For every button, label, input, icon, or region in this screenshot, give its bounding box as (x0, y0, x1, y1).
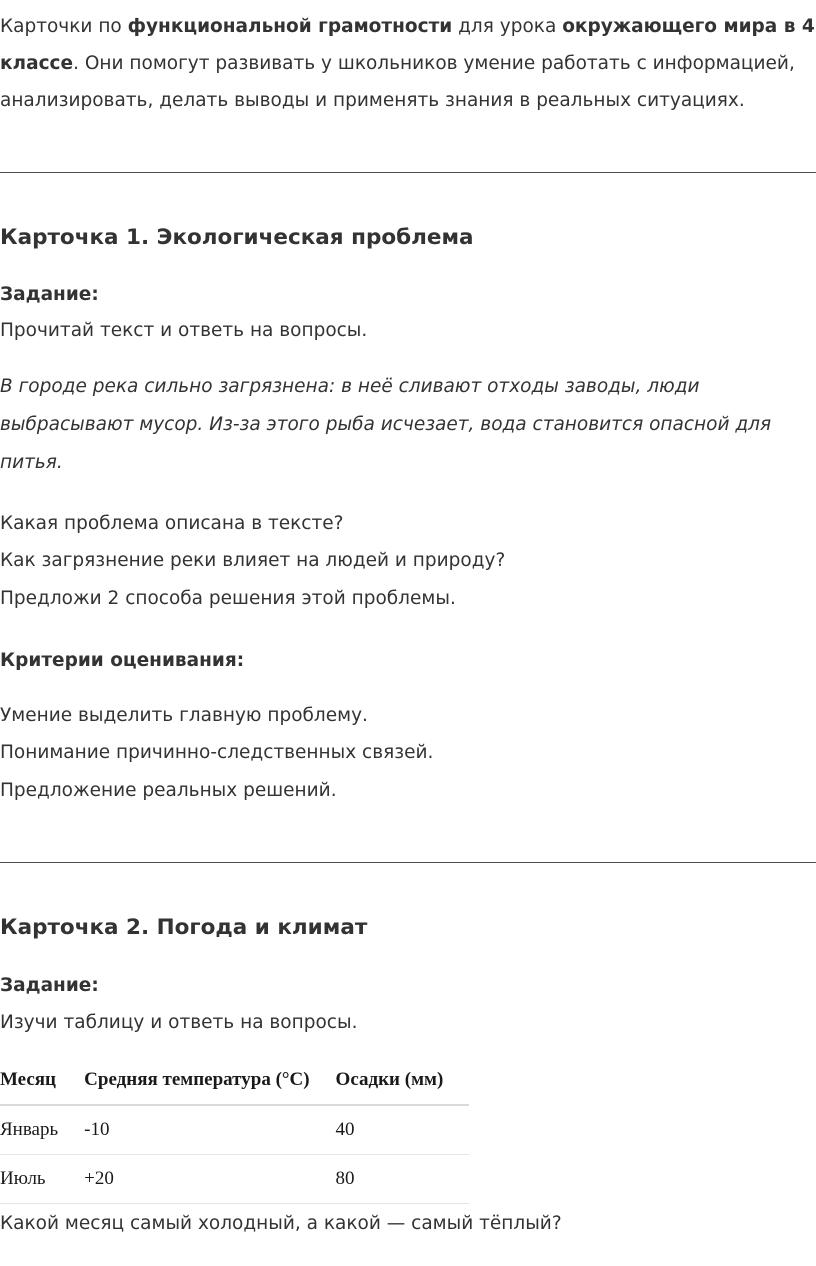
card1-task-text: Прочитай текст и ответь на вопросы. (0, 320, 368, 341)
card2-task-text: Изучи таблицу и ответь на вопросы. (0, 1012, 358, 1033)
card2-task-label: Задание: (0, 975, 99, 996)
card2-question: Какой месяц самый холодный, а какой — самый тёплый? (0, 1213, 562, 1234)
card1-criterion-3: Предложение реальных решений. (0, 780, 337, 801)
table-cell-month: Июль (0, 1155, 84, 1204)
intro-text-1: Карточки по (0, 16, 128, 37)
card1-criterion-2: Понимание причинно-следственных связей. (0, 742, 434, 763)
table-header-precipitation: Осадки (мм) (336, 1056, 470, 1105)
card1-question-1: Какая проблема описана в тексте? (0, 513, 344, 534)
card1-question-2: Как загрязнение реки влияет на людей и природу? (0, 550, 506, 571)
intro-bold-1: функциональной грамотности (127, 16, 453, 37)
intro-text-3: . Они помогут развивать у школьников умение работать с информацией, анализировать, делать выводы и применять знания в реальных ситуациях. (0, 53, 795, 111)
intro-bold-2: окружающего мира в 4 классе (0, 16, 815, 74)
card1-criteria-label: Критерии оценивания: (0, 650, 245, 671)
card1-criterion-1: Умение выделить главную проблему. (0, 705, 368, 726)
card1-quote: В городе река сильно загрязнена: в неё сливают отходы заводы, люди выбрасывают мусор. Из-за этого рыба исчезает, вода становится опасной для питья. (0, 376, 772, 473)
table-header-row (0, 1056, 469, 1105)
table-cell-precipitation: 40 (336, 1105, 470, 1155)
card1-title: Карточка 1. Экологическая проблема (0, 225, 474, 250)
table-header-temperature: Средняя температура (°C) (84, 1056, 335, 1105)
table-cell-precipitation: 80 (336, 1155, 470, 1204)
table-cell-temperature: +20 (84, 1155, 335, 1204)
table-cell-month: Январь (0, 1105, 84, 1155)
table-cell-temperature: -10 (84, 1105, 335, 1155)
divider-1 (0, 172, 816, 173)
table-row (0, 1105, 469, 1155)
divider-2 (0, 862, 816, 863)
intro-text-2: для урока (452, 16, 563, 37)
card1-question-3: Предложи 2 способа решения этой проблемы. (0, 588, 456, 609)
table-header-month: Месяц (0, 1056, 84, 1105)
weather-table (0, 1056, 469, 1204)
card2-title: Карточка 2. Погода и климат (0, 915, 368, 940)
table-row (0, 1155, 469, 1204)
card1-task-label: Задание: (0, 284, 99, 305)
intro-paragraph (0, 8, 816, 119)
